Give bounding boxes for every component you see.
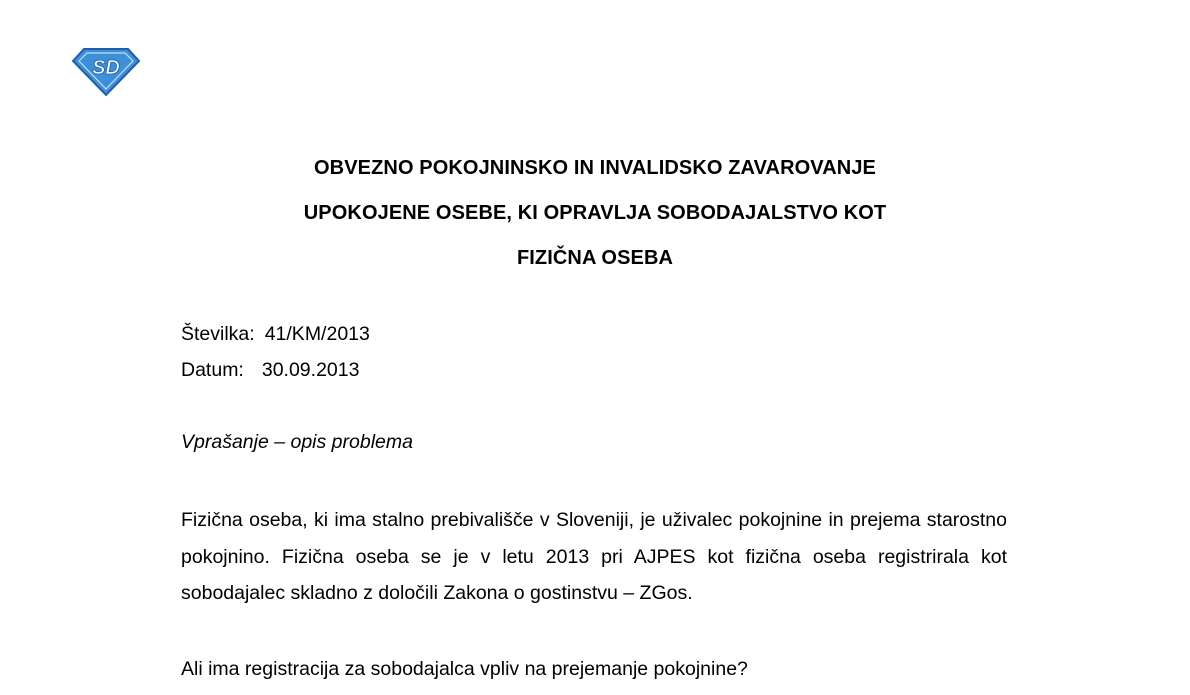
title-line-1: OBVEZNO POKOJNINSKO IN INVALIDSKO ZAVAROVANJE — [314, 157, 876, 179]
problem-description-paragraph: Fizična oseba, ki ima stalno prebivališče v Sloveniji, je uživalec pokojnine in prejema starostno pokojnino. Fizična oseba se je v letu 2013 pri AJPES kot fizična oseba registrirala kot sobodajalec skladno z določili Zakona o gostinstvu – ZGos. — [181, 509, 1007, 604]
sd-logo-icon — [72, 47, 140, 97]
section-subheading: Vprašanje – opis problema — [181, 431, 413, 453]
document-title — [0, 146, 1190, 281]
question-text: Ali ima registracija za sobodajalca vpliv na prejemanje pokojnine? — [181, 658, 748, 680]
date-row — [181, 352, 370, 388]
number-label: Številka: — [181, 323, 255, 345]
logo-lettering: SD — [92, 57, 120, 79]
document-meta — [181, 316, 370, 388]
title-line-3: FIZIČNA OSEBA — [516, 247, 674, 269]
number-row — [181, 316, 370, 352]
number-value: 41/KM/2013 — [264, 323, 370, 345]
title-line-2: UPOKOJENE OSEBE, KI OPRAVLJA SOBODAJALSTVO KOT — [303, 202, 887, 224]
date-label: Datum: — [181, 359, 244, 381]
date-value: 30.09.2013 — [261, 359, 360, 381]
